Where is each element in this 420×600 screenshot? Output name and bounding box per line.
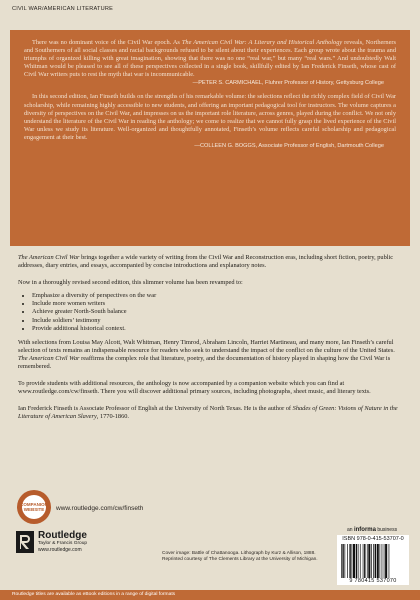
- publisher-name: Routledge: [38, 530, 87, 541]
- companion-badge-label: COMPANION WEBSITE: [20, 502, 48, 512]
- praise-attribution-1: —PETER S. CARMICHAEL, Fluhrer Professor of History, Gettysburg College: [192, 80, 384, 87]
- publisher-logo: [16, 530, 87, 553]
- feature-list: [18, 292, 403, 332]
- ebook-availability-note: Routledge titles are available as eBook editions in a range of digital formats: [0, 590, 420, 600]
- isbn-number: ISBN 978-0-415-53707-0: [342, 536, 404, 542]
- barcode-digits: 9 780415 537070: [349, 578, 397, 584]
- feature-list-item: • Achieve greater North-South balance: [32, 308, 403, 316]
- feature-list-item: • Include more women writers: [32, 300, 403, 308]
- author-bio: Ian Frederick Finseth is Associate Professor of English at the University of North Texas. He is the author of Shades of Green: Visions of Nature in the Literature of American Slavery, 1770-1860.: [18, 405, 398, 421]
- feature-list-item: • Provide additional historical context.: [32, 325, 403, 333]
- barcode-block: [337, 535, 409, 585]
- description-paragraph-3: With selections from Louisa May Alcott, Walt Whitman, Henry Timrod, Abraham Lincoln, Harriet Martineau, and many more, Ian Finseth’s careful selection of texts remains an indispensable resource for readers who seek to understand the impact of the conflict on the culture of the United States. The American Civil War reaffirms the complex role that literature, poetry, and the documentation of history played in shaping how the Civil War is remembered.: [18, 338, 395, 371]
- companion-website-badge: [17, 490, 51, 524]
- companion-website-link[interactable]: www.routledge.com/cw/finseth: [56, 505, 144, 512]
- description-paragraph-4: To provide students with additional resources, the anthology is now accompanied by a companion website which you can find at www.routledge.com/cw/finseth. There you will discover additional primary sources, including photographs, sheet music, and literary texts.: [18, 380, 371, 396]
- informa-business-mark: an informa business: [347, 527, 398, 533]
- barcode-image: [341, 544, 405, 578]
- cover-image-credit: Cover image: Battle of Chattanooga. Lithograph by Kurz & Allison, 1888. Reprinted courtesy of The Clements Library at the University of Michigan.: [162, 551, 318, 562]
- feature-list-item: • Emphasize a diversity of perspectives on the war: [32, 292, 403, 300]
- description-body: [18, 254, 403, 427]
- feature-list-item: • Include soldiers’ testimony: [32, 317, 403, 325]
- publisher-url[interactable]: www.routledge.com: [38, 547, 82, 553]
- subject-label: CIVIL WAR/AMERICAN LITERATURE: [12, 6, 114, 12]
- description-paragraph-1: The American Civil War brings together a wide variety of writing from the Civil War and Reconstruction eras, including short fiction, poetry, public addresses, diary entries, and essays, accompanied by concise introductions and explanatory notes.: [18, 254, 394, 270]
- praise-quote-2: In this second edition, Ian Finseth builds on the strengths of his remarkable volume: the selections reflect the richly complex field of Civil War scholarship, while remaining highly accessible to new students, and offering an important pedagogical tool for instructors. The volume captures a diversity of perspectives on the Civil War, and impresses on us the important role literature, across genres, played during the conflict. We not only understand the literature of the Civil War in reading the anthology; we come to realize that we cannot fully grasp the lived experience of the Civil War unless we study its literature. Well-organized and thoughtfully annotated, Finseth’s volume reflects careful scholarship and pedagogical engagement at their best.: [24, 93, 396, 141]
- publisher-group: Taylor & Francis Group: [38, 541, 88, 546]
- informa-brand: informa: [353, 527, 376, 533]
- description-paragraph-2: Now in a thoroughly revised second edition, this slimmer volume has been revamped to:: [18, 279, 243, 287]
- routledge-r-icon: [16, 531, 34, 553]
- praise-attribution-2: —COLLEEN G. BOGGS, Associate Professor of English, Dartmouth College: [194, 143, 384, 150]
- praise-panel: [10, 30, 410, 246]
- praise-quote-1: There was no dominant voice of the Civil War epoch. As The American Civil War: A Literary and Historical Anthology reveals, Northerners and Southerners of all social classes and racial backgrounds refused to be silent about their experiences. Each group wrote about the trauma and triumphs of organized killing with great imagination, showing that there was no one “real war,” but many “real wars.” And undoubtedly Walt Whitman would be pleased to see all of these perspectives collected in a single book, skillfully edited by Ian Frederick Finseth, whose cast of Civil War writers puts to rest the myth that war is incommunicable.: [24, 39, 396, 79]
